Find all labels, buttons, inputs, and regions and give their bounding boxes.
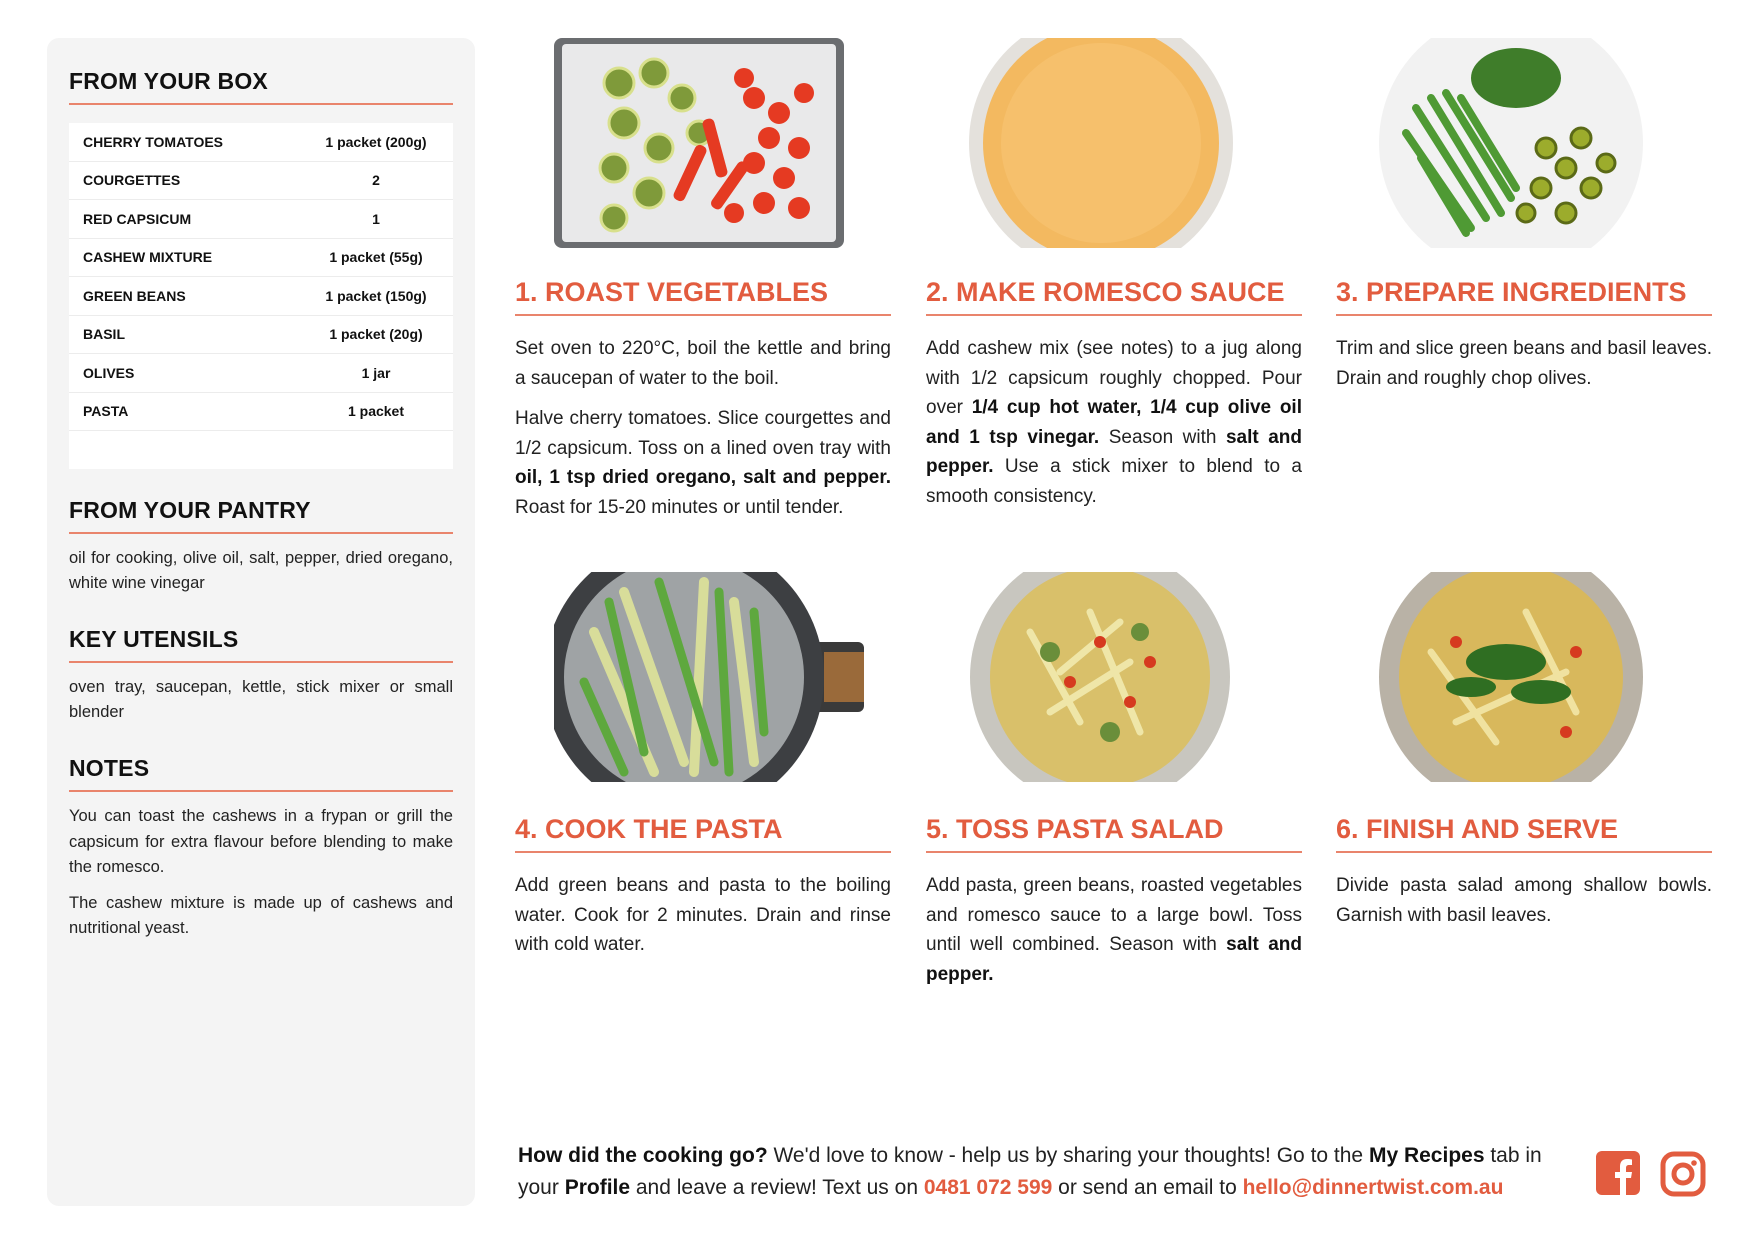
romesco-sauce-photo: [966, 38, 1236, 248]
note-1: You can toast the cashews in a frypan or grill the capsicum for extra flavour before blending to make the romesco.: [69, 807, 453, 876]
step-1-text: [515, 334, 891, 533]
step-2-text: [926, 334, 1302, 522]
step-6-heading: 6. FINISH AND SERVE: [1336, 814, 1712, 853]
footer-text-4: or send an email to: [1052, 1176, 1243, 1199]
step-5-b: salt and pepper.: [926, 934, 1302, 985]
step-1-p1: Set oven to 220°C, boil the kettle and bring a saucepan of water to the boil.: [515, 338, 891, 389]
ingredient-qty: 1 packet (55g): [329, 249, 423, 266]
phone-link[interactable]: 0481 072 599: [923, 1176, 1053, 1199]
box-ingredients-table: [69, 123, 453, 469]
feedback-footer: [518, 1140, 1578, 1204]
email-link[interactable]: hello@dinnertwist.com.au: [1242, 1176, 1504, 1199]
pantry-text: oil for cooking, olive oil, salt, pepper, dried oregano, white wine vinegar: [69, 549, 453, 592]
prepared-ingredients-photo: [1376, 38, 1646, 248]
ingredient-qty: 1 packet: [347, 403, 405, 420]
step-2-a: Add cashew mix (see notes) to a jug along with 1/2 capsicum roughly chopped. Pour over: [926, 338, 1302, 418]
instagram-icon[interactable]: [1660, 1151, 1706, 1202]
ingredient-qty: 1: [372, 210, 380, 227]
ingredient-name: PASTA: [83, 403, 129, 420]
cook-pasta-photo: [554, 572, 874, 782]
finish-and-serve-photo: [1376, 572, 1646, 782]
ingredient-name: OLIVES: [83, 364, 135, 381]
ingredient-qty: 1 packet (150g): [325, 287, 427, 304]
ingredients-sidebar: [47, 38, 475, 1206]
step-5-heading: 5. TOSS PASTA SALAD: [926, 814, 1302, 853]
step-6-text: Divide pasta salad among shallow bowls. Garnish with basil leaves.: [1336, 875, 1712, 926]
step-4-text: Add green beans and pasta to the boiling water. Cook for 2 minutes. Drain and rinse with cold water.: [515, 875, 891, 955]
footer-text-3: and leave a review! Text us on: [630, 1176, 924, 1199]
box-ingredient-row: [69, 239, 453, 278]
step-2-heading: 2. MAKE ROMESCO SAUCE: [926, 277, 1302, 316]
ingredient-name: GREEN BEANS: [83, 287, 186, 304]
step-5-a: Add pasta, green beans, roasted vegetables and romesco sauce to a large bowl. Toss until well combined. Season with: [926, 875, 1302, 955]
key-utensils-heading: KEY UTENSILS: [69, 626, 453, 663]
from-your-box-heading: FROM YOUR BOX: [69, 68, 453, 105]
step-5-text: [926, 871, 1302, 1000]
notes-heading: NOTES: [69, 755, 453, 792]
ingredient-name: COURGETTES: [83, 172, 181, 189]
my-recipes-link[interactable]: My Recipes: [1368, 1144, 1485, 1167]
step-3-text: Trim and slice green beans and basil leaves. Drain and roughly chop olives.: [1336, 338, 1712, 389]
box-ingredient-row: [69, 277, 453, 316]
box-ingredient-row: [69, 393, 453, 432]
box-ingredient-row: [69, 123, 453, 162]
ingredient-name: BASIL: [83, 326, 125, 343]
step-2-c: Season with: [1099, 426, 1226, 448]
ingredient-qty: 1 packet (20g): [329, 326, 423, 343]
box-ingredient-row: [69, 200, 453, 239]
ingredient-name: CHERRY TOMATOES: [83, 133, 224, 150]
roast-vegetables-photo: [554, 38, 844, 248]
footer-question: How did the cooking go?: [518, 1144, 768, 1167]
step-1-p2b: oil, 1 tsp dried oregano, salt and pepper.: [515, 467, 891, 488]
toss-pasta-salad-photo: [970, 572, 1230, 782]
box-ingredient-row: [69, 354, 453, 393]
from-your-pantry-heading: FROM YOUR PANTRY: [69, 497, 453, 534]
step-1-heading: 1. ROAST VEGETABLES: [515, 277, 891, 316]
box-ingredient-row: [69, 162, 453, 201]
step-1-p2: [515, 404, 891, 522]
ingredient-qty: 1 jar: [361, 364, 391, 381]
facebook-icon[interactable]: [1596, 1151, 1640, 1200]
utensils-text: oven tray, saucepan, kettle, stick mixer or small blender: [69, 678, 453, 721]
ingredient-qty: 2: [372, 172, 380, 189]
ingredient-name: CASHEW MIXTURE: [83, 249, 213, 266]
note-2: The cashew mixture is made up of cashews and nutritional yeast.: [69, 893, 453, 937]
step-2-d: salt and pepper.: [926, 426, 1302, 477]
step-1-p2c: Roast for 15-20 minutes or until tender.: [515, 496, 844, 518]
footer-text-1: We'd love to know - help us by sharing your thoughts! Go to the: [767, 1144, 1369, 1167]
ingredient-name: RED CAPSICUM: [83, 210, 192, 227]
ingredient-qty: 1 packet (200g): [325, 133, 427, 150]
step-4-heading: 4. COOK THE PASTA: [515, 814, 891, 853]
step-2-e: Use a stick mixer to blend to a smooth consistency.: [926, 456, 1302, 507]
step-2-b: 1/4 cup hot water, 1/4 cup olive oil and 1 tsp vinegar.: [926, 397, 1302, 448]
profile-link[interactable]: Profile: [564, 1176, 631, 1199]
box-ingredient-row: [69, 316, 453, 355]
step-1-p2a: Halve cherry tomatoes. Slice courgettes and 1/2 capsicum. Toss on a lined oven tray with: [515, 408, 891, 459]
step-3-heading: 3. PREPARE INGREDIENTS: [1336, 277, 1712, 316]
footer-text-2: tab in your: [518, 1144, 1542, 1199]
